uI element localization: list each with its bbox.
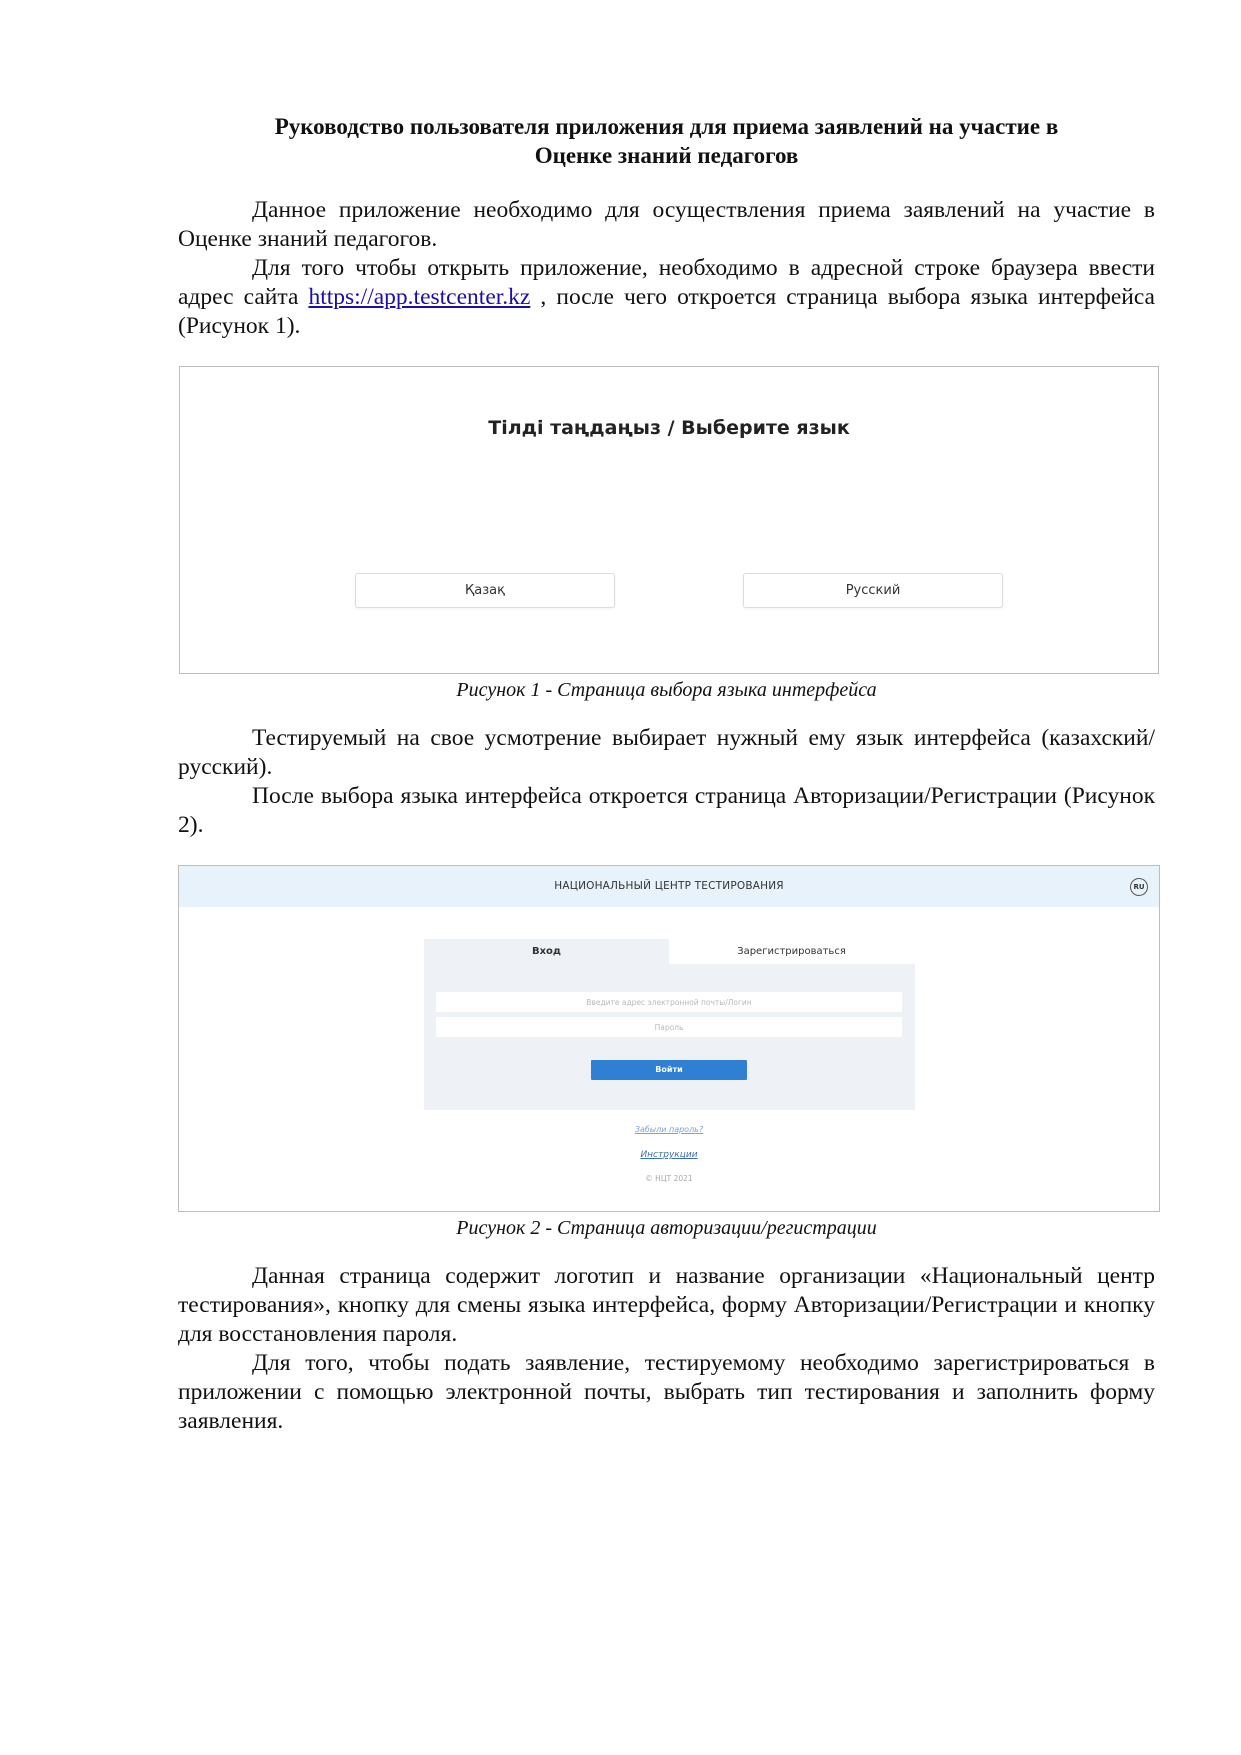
figure-1-caption: Рисунок 1 - Страница выбора языка интерфейса xyxy=(456,679,877,701)
auth-form-body xyxy=(424,964,915,1110)
login-button[interactable]: Войти xyxy=(591,1060,747,1080)
paragraph-intro: Данное приложение необходимо для осуществления приема заявлений на участие в Оценке знаний педагогов. xyxy=(178,197,1155,252)
auth-form xyxy=(424,939,915,1110)
paragraph-open-app-text-end: , после чего откроется страница выбора языка интерфейса (Рисунок 1). xyxy=(178,284,1155,339)
app-header xyxy=(179,866,1159,907)
language-select-heading: Тілді таңдаңыз / Выберите язык xyxy=(488,417,850,439)
document-title xyxy=(178,112,1155,170)
app-url-link[interactable]: https://app.testcenter.kz xyxy=(308,284,531,310)
paragraph-page-contents: Данная страница содержит логотип и название организации «Национальный центр тестирования», кнопку для смены языка интерфейса, форму Авторизации/Регистрации и кнопку для восстановления пароля. xyxy=(178,1263,1155,1347)
figure-language-select xyxy=(179,366,1159,674)
tab-register[interactable]: Зарегистрироваться xyxy=(669,939,914,964)
russian-language-button[interactable]: Русский xyxy=(743,573,1003,608)
organization-name: НАЦИОНАЛЬНЫЙ ЦЕНТР ТЕСТИРОВАНИЯ xyxy=(554,880,784,892)
document-title-line-2: Оценке знаний педагогов xyxy=(534,143,799,168)
forgot-password-link[interactable]: Забыли пароль? xyxy=(634,1125,704,1134)
figure-2-caption: Рисунок 2 - Страница авторизации/регистрации xyxy=(456,1217,877,1239)
paragraph-registration: Для того, чтобы подать заявление, тестируемому необходимо зарегистрироваться в приложении с помощью электронной почты, выбрать тип тестирования и заполнить форму заявления. xyxy=(178,1350,1155,1434)
paragraph-auth-page: После выбора языка интерфейса откроется страница Авторизации/Регистрации (Рисунок 2). xyxy=(178,783,1155,838)
tab-login[interactable]: Вход xyxy=(424,939,669,964)
document-title-line-1: Руководство пользователя приложения для приема заявлений на участие в xyxy=(274,114,1059,139)
auth-tabs xyxy=(424,939,915,964)
email-input[interactable] xyxy=(436,992,902,1012)
document-page xyxy=(178,112,1155,1436)
paragraph-open-app xyxy=(178,254,1155,341)
password-input[interactable] xyxy=(436,1017,902,1037)
figure-auth-page xyxy=(178,865,1160,1212)
kazakh-language-button[interactable]: Қазақ xyxy=(355,573,615,608)
paragraph-open-app-text: Для того чтобы открыть приложение, необходимо в адресной строке браузера ввести адрес сайта xyxy=(178,255,1155,310)
copyright-text: © НЦТ 2021 xyxy=(645,1174,693,1183)
paragraph-choose-language: Тестируемый на свое усмотрение выбирает нужный ему язык интерфейса (казахский/русский). xyxy=(178,725,1155,780)
language-switch-icon[interactable]: RU xyxy=(1130,878,1148,896)
instructions-link[interactable]: Инструкции xyxy=(640,1150,698,1160)
